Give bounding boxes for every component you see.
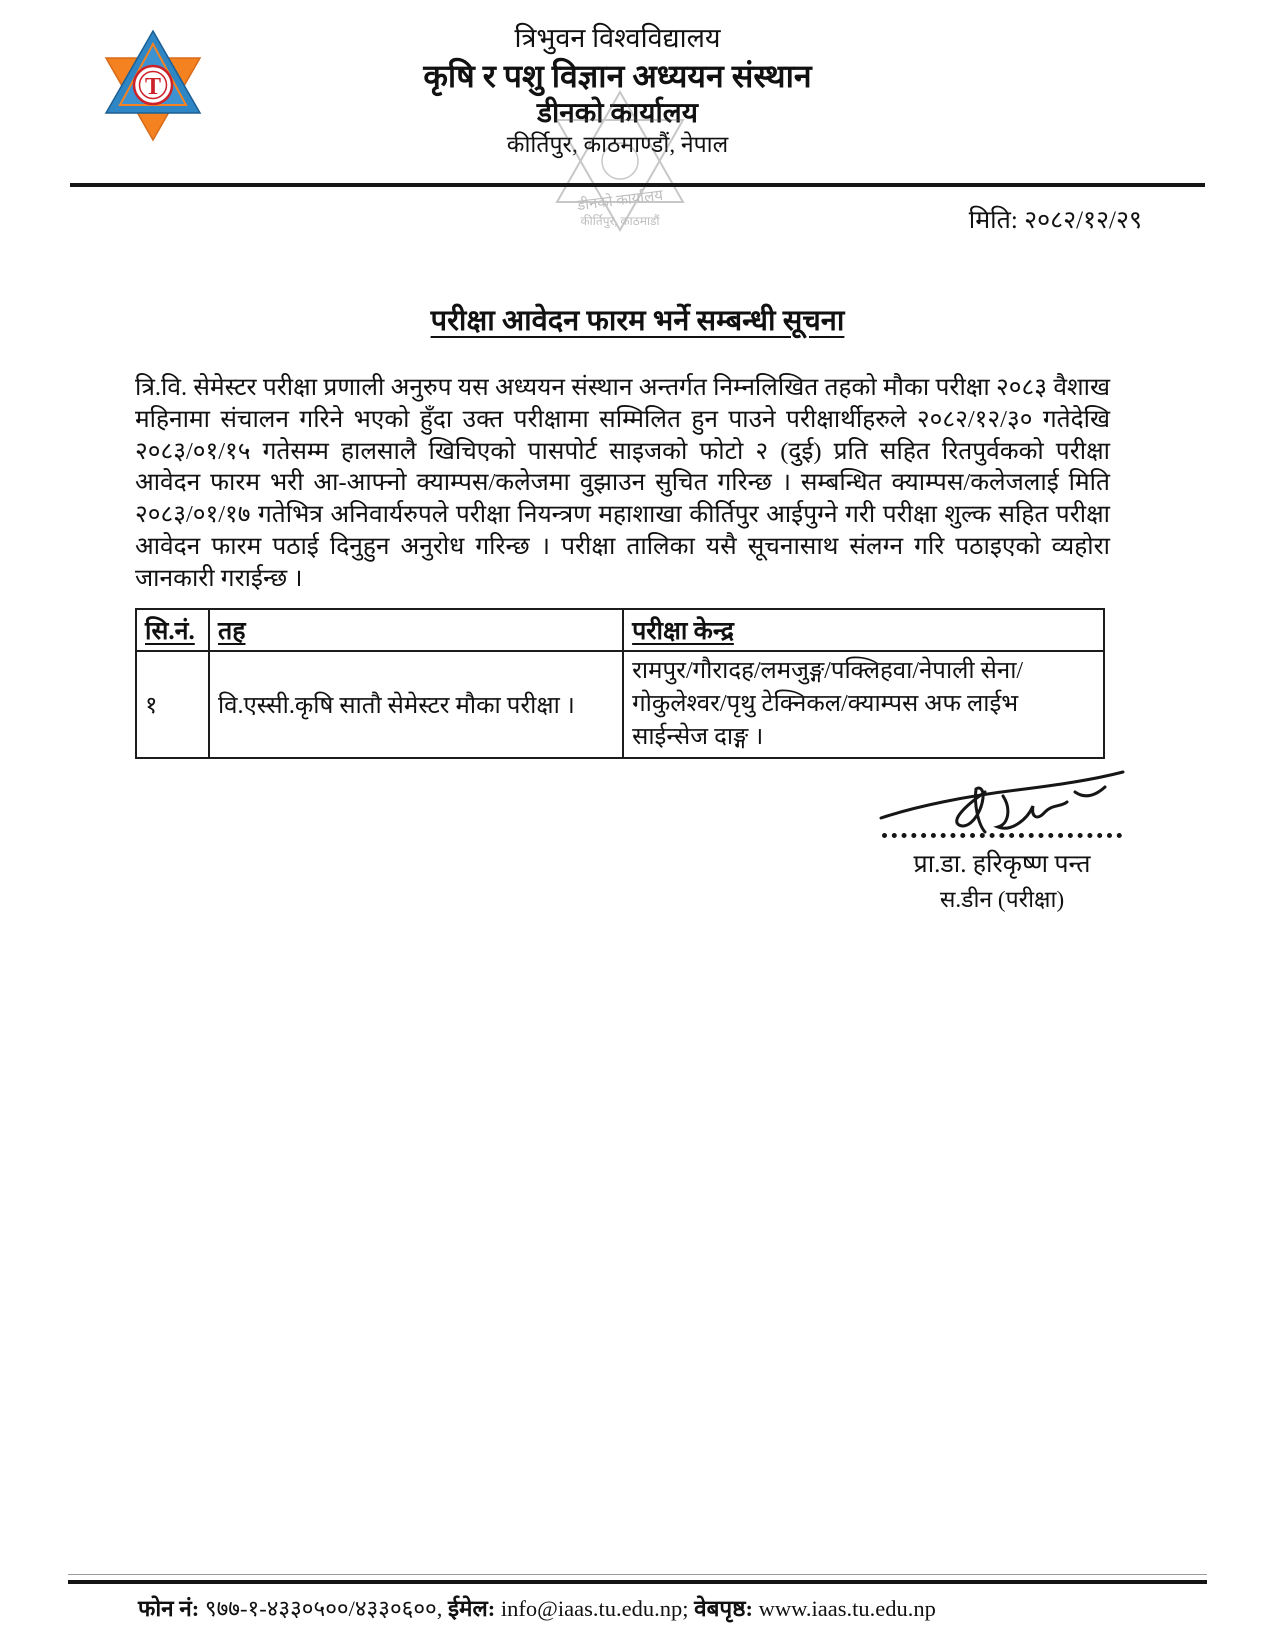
footer-divider-thin (68, 1574, 1207, 1575)
signature-dotted-line (882, 832, 1122, 838)
header-level: तह (209, 609, 623, 651)
cell-exam-centers: रामपुर/गौरादह/लमजुङ्ग/पक्लिहवा/नेपाली सेना/ गोकुलेश्वर/पृथु टेक्निकल/क्याम्पस अफ लाईभ साईन्सेज दाङ्ग । (623, 651, 1104, 758)
tu-logo-letter: T (144, 74, 162, 100)
signature-scribble (877, 762, 1127, 840)
signatory-name: प्रा.डा. हरिकृष्ण पन्त (913, 851, 1091, 878)
website-url[interactable]: www.iaas.tu.edu.np (758, 1596, 936, 1621)
university-name: त्रिभुवन विश्वविद्यालय (514, 23, 721, 53)
cell-level: वि.एस्सी.कृषि सातौ सेमेस्टर मौका परीक्षा । (209, 651, 623, 758)
footer-contact (138, 1592, 1138, 1623)
notice-date: मिति: २०८२/१२/२९ (968, 207, 1142, 234)
phone-label: फोन नं: (138, 1596, 200, 1621)
letterhead (0, 22, 1255, 160)
signatory-designation: स.डीन (परीक्षा) (939, 887, 1065, 912)
office-name: डीनको कार्यालय (536, 97, 698, 129)
institute-name: कृषि र पशु विज्ञान अध्ययन संस्थान (423, 57, 812, 94)
stamp-place-text: कीर्तिपुर, काठमाडौं (580, 214, 660, 228)
footer-divider-thick (68, 1580, 1207, 1584)
exam-table-header-row (136, 609, 1104, 651)
email-address[interactable]: info@iaas.tu.edu.np; (500, 1596, 689, 1621)
stamp-office-text: डीनको कार्यालय (576, 187, 664, 215)
office-address: कीर्तिपुर, काठमाण्डौं, नेपाल (506, 131, 729, 157)
header-exam-center: परीक्षा केन्द्र (623, 609, 1104, 651)
phone-number: ९७७-१-४३३०५००/४३३०६००, (204, 1596, 443, 1621)
header-serial-number: सि.नं. (136, 609, 209, 651)
exam-table (135, 608, 1105, 759)
table-row (136, 651, 1104, 758)
website-label: वेबपृष्ठ: (694, 1596, 753, 1621)
notice-body: त्रि.वि. सेमेस्टर परीक्षा प्रणाली अनुरुप यस अध्ययन संस्थान अन्तर्गत निम्नलिखित तहको मौका परीक्षा २०८३ वैशाख महिनामा संचालन गरिने भएको हुँदा उक्त परीक्षामा सम्मिलित हुन पाउने परीक्षार्थीहरुले २०८२/१२/३० गतेदेखि २०८३/०१/१५ गतेसम्म हालसालै खिचिएको पासपोर्ट साइजको फोटो २ (दुई) प्रति सहित रितपुर्वकको परीक्षा आवेदन फारम भरी आ-आफ्नो क्याम्पस/कलेजमा वुझाउन सुचित गरिन्छ । सम्बन्धित क्याम्पस/कलेजलाई मिति २०८३/०१/१७ गतेभित्र अनिवार्यरुपले परीक्षा नियन्त्रण महाशाखा कीर्तिपुर आईपुग्ने गरी परीक्षा शुल्क सहित परीक्षा आवेदन फारम पठाई दिनुहुन अनुरोध गरिन्छ । परीक्षा तालिका यसै सूचनासाथ संलग्न गरि पठाइएको व्यहोरा जानकारी गराईन्छ । (135, 374, 1110, 592)
email-label: ईमेल: (448, 1596, 496, 1621)
header-divider (70, 183, 1205, 187)
signature-block (867, 762, 1137, 914)
notice-title: परीक्षा आवेदन फारम भर्ने सम्बन्धी सूचना (430, 305, 845, 337)
cell-serial-number: १ (136, 651, 209, 758)
